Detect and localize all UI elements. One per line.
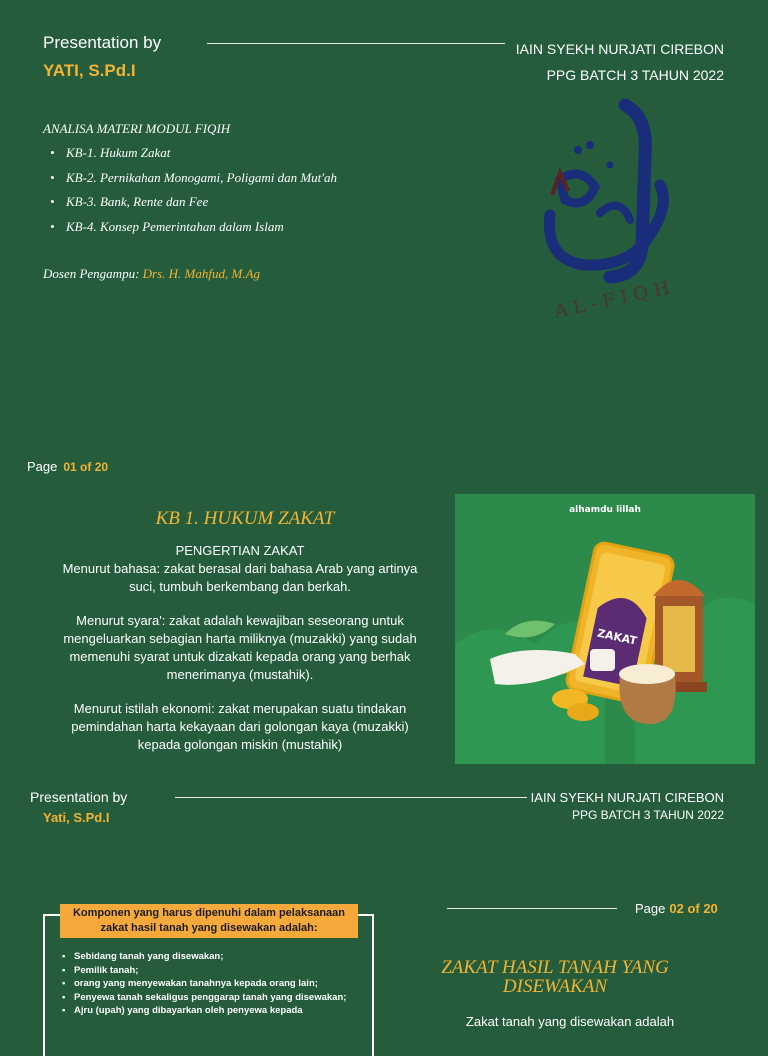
page-indicator-2 (635, 901, 718, 916)
batch-label-2: PPG BATCH 3 TAHUN 2022 (571, 808, 724, 822)
dosen-line (43, 266, 260, 282)
komponen-item-1: • Sebidang tanah yang disewakan; (62, 950, 362, 964)
logo-latin-text: AL-FIQH (552, 276, 678, 323)
komponen-item-2: • Pemilik tanah; (62, 964, 362, 978)
logo-curl-stroke (600, 205, 630, 220)
rice-sack-icon (619, 664, 676, 724)
page-label: Page (27, 459, 58, 474)
komponen-list (62, 950, 362, 1018)
page-number-2: 02 of 20 (669, 901, 718, 916)
kb1-title: KB 1. HUKUM ZAKAT (155, 508, 335, 529)
komponen-item-5: • Ajru (upah) yang dibayarkan oleh penyewa kepada (62, 1004, 362, 1018)
presentation-label-2: Presentation by (30, 789, 128, 805)
kb1-body (50, 542, 430, 770)
komponen-item-4: • Penyewa tanah sekaligus penggarap tanah yang disewakan; (62, 991, 362, 1005)
presenter-name: YATI, S.Pd.I (43, 61, 136, 80)
logo-dot (607, 162, 614, 169)
al-fiqh-logo (530, 95, 700, 325)
institution-name: IAIN SYEKH NURJATI CIREBON (515, 41, 724, 57)
komponen-heading: Komponen yang harus dipenuhi dalam pelaksanaan zakat hasil tanah yang disewakan adalah: (60, 904, 358, 938)
zakat-brand-text: alhamdu lillah (569, 505, 641, 515)
kb1-paragraph-3: Menurut istilah ekonomi: zakat merupakan suatu tindakan pemindahan harta kekayaan dari golongan kaya (muzakki) kepada golongan miskin (mustahik) (71, 701, 409, 752)
dosen-name: Drs. H. Mahfud, M.Ag (142, 266, 261, 281)
kb-item-2: • KB-2. Pernikahan Monogami, Poligami dan Mut'ah (50, 168, 337, 193)
kb1-subtitle: PENGERTIAN ZAKAT (175, 543, 305, 558)
page2-rule (447, 908, 617, 909)
institution-block (516, 36, 724, 88)
page-label-2: Page (635, 901, 666, 916)
batch-label: PPG BATCH 3 TAHUN 2022 (546, 67, 724, 83)
phone-zakat-label: ZAKAT (596, 626, 639, 648)
presenter-name-2: Yati, S.Pd.I (43, 810, 110, 825)
kb-list (50, 143, 337, 241)
kb-item-4: • KB-4. Konsep Pemerintahan dalam Islam (50, 217, 337, 242)
logo-dot (574, 146, 582, 154)
header-rule (207, 43, 505, 44)
zakat-sewa-text: Zakat tanah yang disewakan adalah (465, 1014, 675, 1029)
page-number: 01 of 20 (63, 460, 109, 474)
page-indicator (27, 459, 108, 474)
institution-block-2 (531, 790, 724, 822)
footer-rule (175, 797, 527, 798)
zakat-illustration (455, 494, 755, 764)
presentation-label: Presentation by (43, 33, 162, 52)
kb1-paragraph-2: Menurut syara': zakat adalah kewajiban seseorang untuk mengeluarkan sebagian harta miliknya (muzakki) yang sudah memenuhi syarat untuk dizakati kepada orang yang berhak menerimanya (mustahik). (63, 613, 417, 682)
logo-dot (586, 141, 594, 149)
institution-name-2: IAIN SYEKH NURJATI CIREBON (530, 790, 724, 805)
kb1-paragraph-1: Menurut bahasa: zakat berasal dari bahasa Arab yang artinya suci, tumbuh berkembang dan berkah. (62, 561, 418, 594)
kb-item-1: • KB-1. Hukum Zakat (50, 143, 337, 168)
kb-item-3: • KB-3. Bank, Rente dan Fee (50, 192, 337, 217)
dosen-label: Dosen Pengampu: (43, 266, 140, 281)
komponen-item-3: • orang yang menyewakan tanahnya kepada orang lain; (62, 977, 362, 991)
modul-title: ANALISA MATERI MODUL FIQIH (43, 121, 231, 136)
zakat-sewa-title: ZAKAT HASIL TANAH YANG DISEWAKAN (441, 957, 669, 997)
